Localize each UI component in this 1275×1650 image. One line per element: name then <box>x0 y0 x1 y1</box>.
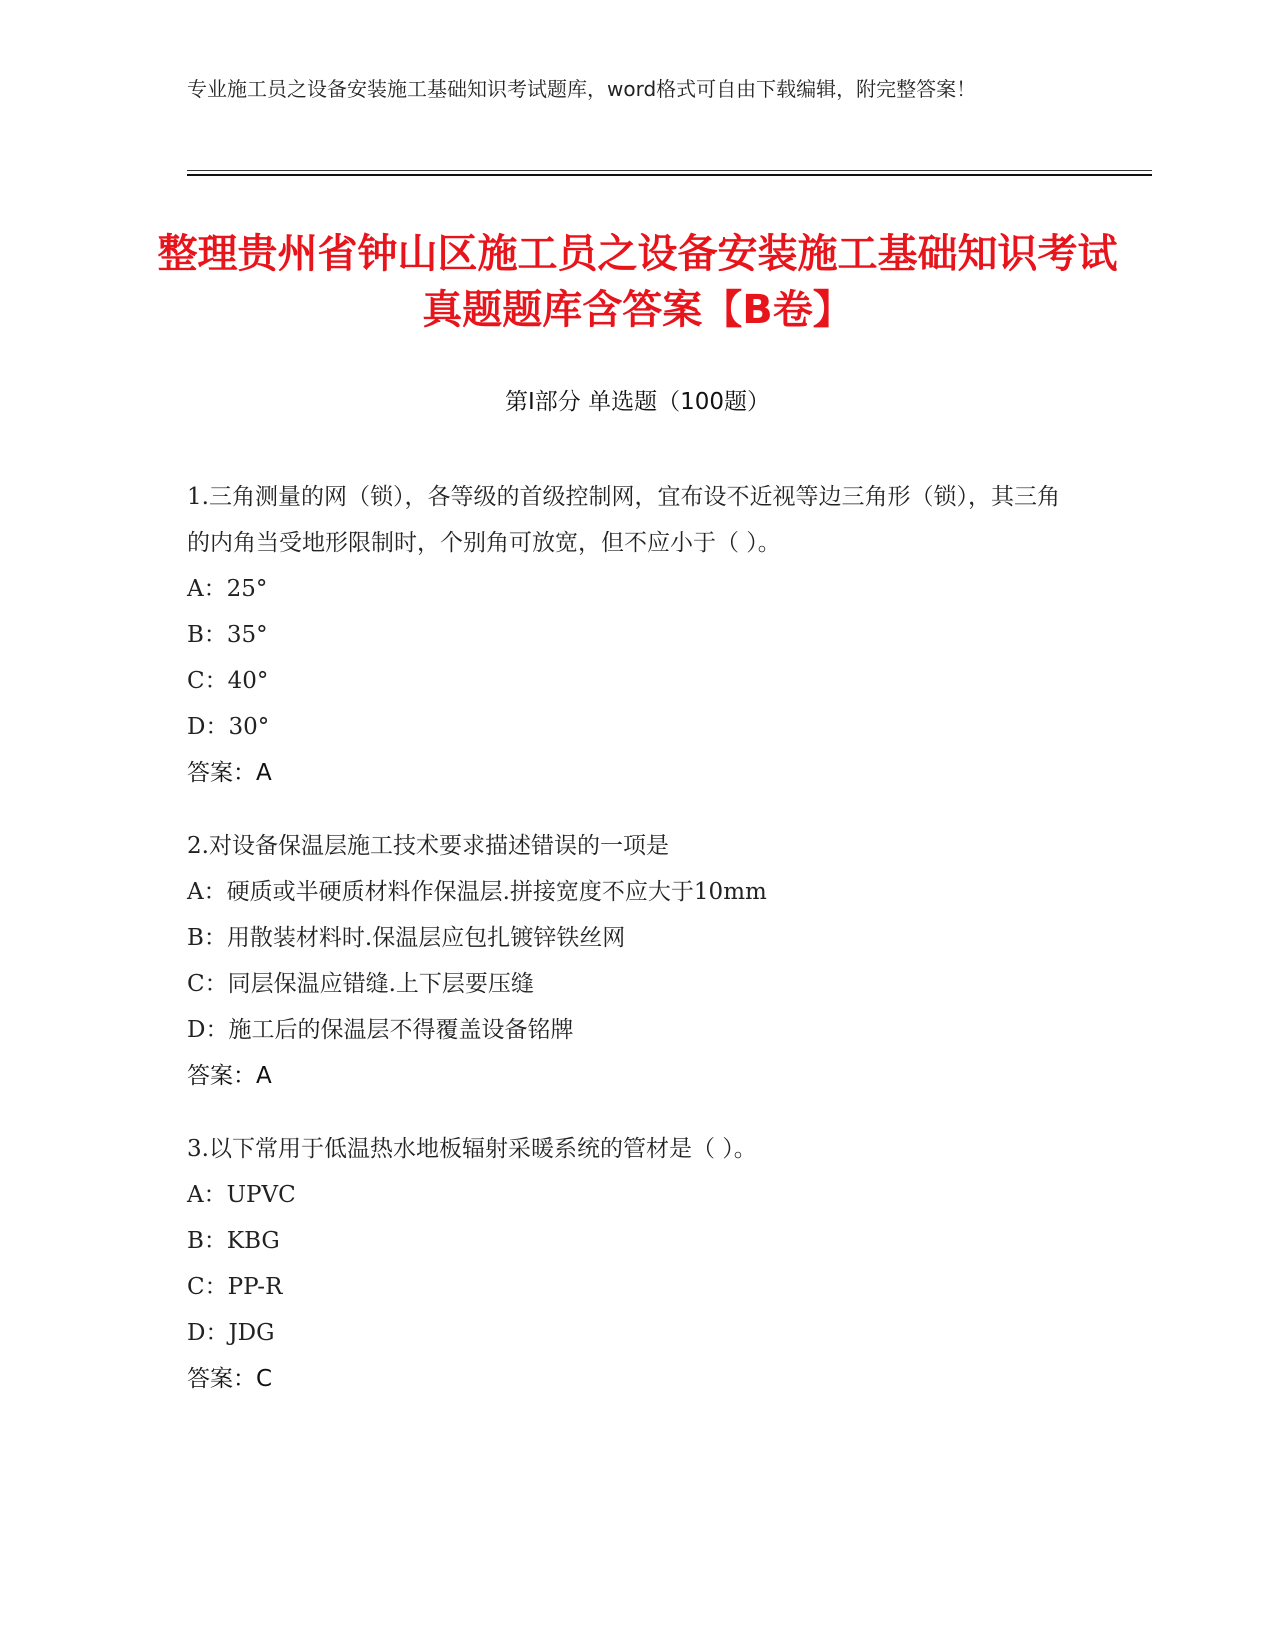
header-note: 专业施工员之设备安装施工基础知识考试题库，word格式可自由下载编辑，附完整答案！ <box>187 77 977 101</box>
question-2 <box>187 823 1067 1099</box>
question-stem: 2.对设备保温层施工技术要求描述错误的一项是 <box>187 833 669 859</box>
question-1 <box>187 474 1067 796</box>
option-c: C：同层保温应错缝.上下层要压缝 <box>187 971 534 997</box>
option-d: D：JDG <box>187 1320 275 1346</box>
option-d: D：30° <box>187 714 270 740</box>
question-3 <box>187 1126 1067 1402</box>
option-b: B：35° <box>187 622 268 648</box>
option-c: C：40° <box>187 668 269 694</box>
option-a: A：硬质或半硬质材料作保温层.拼接宽度不应大于10mm <box>187 879 767 905</box>
answer-label: 答案：A <box>187 760 272 786</box>
option-a: A：25° <box>187 576 268 602</box>
answer-label: 答案：A <box>187 1063 272 1089</box>
option-d: D：施工后的保温层不得覆盖设备铭牌 <box>187 1017 574 1043</box>
option-b: B：用散装材料时.保温层应包扎镀锌铁丝网 <box>187 925 626 951</box>
option-c: C：PP-R <box>187 1274 283 1300</box>
question-list <box>187 474 1067 1429</box>
header-divider-thin <box>187 170 1152 171</box>
section-heading: 第Ⅰ部分 单选题（100题） <box>505 389 770 415</box>
document-title: 整理贵州省钟山区施工员之设备安装施工基础知识考试真题题库含答案【B卷】 <box>157 231 1118 333</box>
option-b: B：KBG <box>187 1228 280 1254</box>
header-divider-thick <box>187 174 1152 176</box>
question-stem: 1.三角测量的网（锁），各等级的首级控制网，宜布设不近视等边三角形（锁），其三角的内角当受地形限制时，个别角可放宽，但不应小于（ ）。 <box>187 484 1060 556</box>
question-stem: 3.以下常用于低温热水地板辐射采暖系统的管材是（ ）。 <box>187 1136 757 1162</box>
answer-label: 答案：C <box>187 1366 273 1392</box>
option-a: A：UPVC <box>187 1182 296 1208</box>
